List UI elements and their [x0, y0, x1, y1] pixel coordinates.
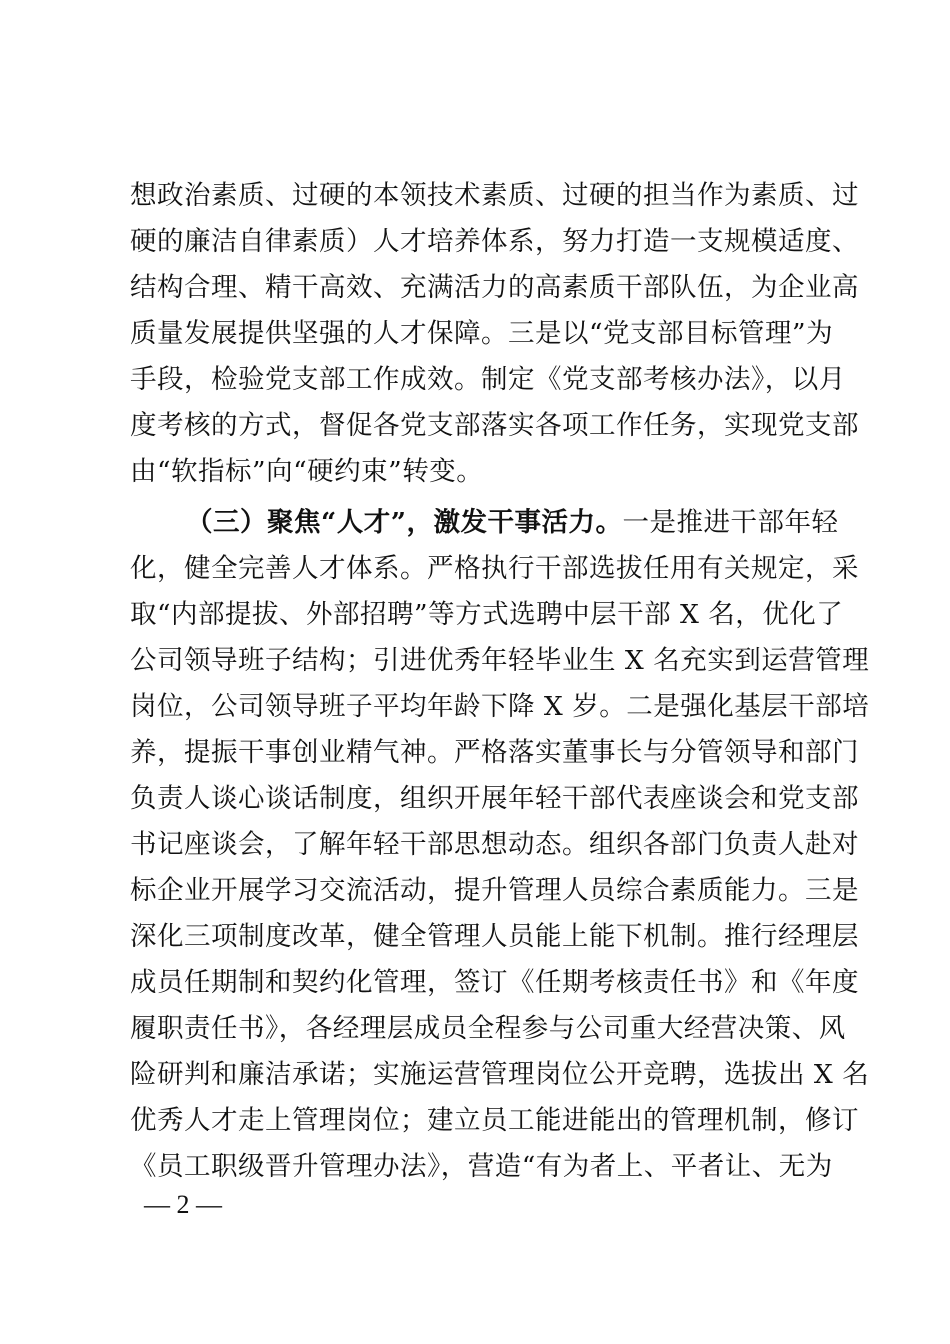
text-line: 履职责任书》，各经理层成员全程参与公司重大经营决策、风	[130, 1013, 846, 1044]
text-line: 手段，检验党支部工作成效。制定《党支部考核办法》，以月	[130, 364, 846, 395]
text-line: 度考核的方式，督促各党支部落实各项工作任务，实现党支部	[130, 410, 859, 441]
text-line: 成员任期制和契约化管理，签订《任期考核责任书》和《年度	[130, 967, 859, 998]
section-heading: （三）聚焦“人才”，激发干事活力。	[186, 507, 623, 538]
text-line: 负责人谈心谈话制度，组织开展年轻干部代表座谈会和党支部	[130, 783, 859, 814]
text-line: 优秀人才走上管理岗位；建立员工能进能出的管理机制，修订	[130, 1105, 859, 1136]
text-line: 取“内部提拔、外部招聘”等方式选聘中层干部 X 名，优化了	[130, 599, 844, 630]
text-line: 由“软指标”向“硬约束”转变。	[130, 456, 484, 487]
text-line: 书记座谈会，了解年轻干部思想动态。组织各部门负责人赴对	[130, 829, 859, 860]
page-number: — 2 —	[144, 1190, 222, 1219]
text-line: 硬的廉洁自律素质）人才培养体系，努力打造一支规模适度、	[130, 226, 859, 257]
text-line: 化，健全完善人才体系。严格执行干部选拔任用有关规定，采	[130, 553, 859, 584]
section-first-line	[186, 500, 839, 546]
text-line: 公司领导班子结构；引进优秀年轻毕业生 X 名充实到运营管理	[130, 645, 870, 676]
text-line: 结构合理、精干高效、充满活力的高素质干部队伍，为企业高	[130, 272, 859, 303]
text-line: 养，提振干事创业精气神。严格落实董事长与分管领导和部门	[130, 737, 859, 768]
text-line: 深化三项制度改革，健全管理人员能上能下机制。推行经理层	[130, 921, 859, 952]
text-line: 《员工职级晋升管理办法》，营造“有为者上、平者让、无为	[130, 1151, 833, 1182]
text-line: 标企业开展学习交流活动，提升管理人员综合素质能力。三是	[130, 875, 859, 906]
text-line: 险研判和廉洁承诺；实施运营管理岗位公开竞聘，选拔出 X 名	[130, 1059, 870, 1090]
text-line: 质量发展提供坚强的人才保障。三是以“党支部目标管理”为	[130, 318, 834, 349]
section-first-line-text: 一是推进干部年轻	[622, 507, 839, 538]
text-line: 岗位，公司领导班子平均年龄下降 X 岁。二是强化基层干部培	[130, 691, 870, 722]
text-line: 想政治素质、过硬的本领技术素质、过硬的担当作为素质、过	[130, 180, 859, 211]
